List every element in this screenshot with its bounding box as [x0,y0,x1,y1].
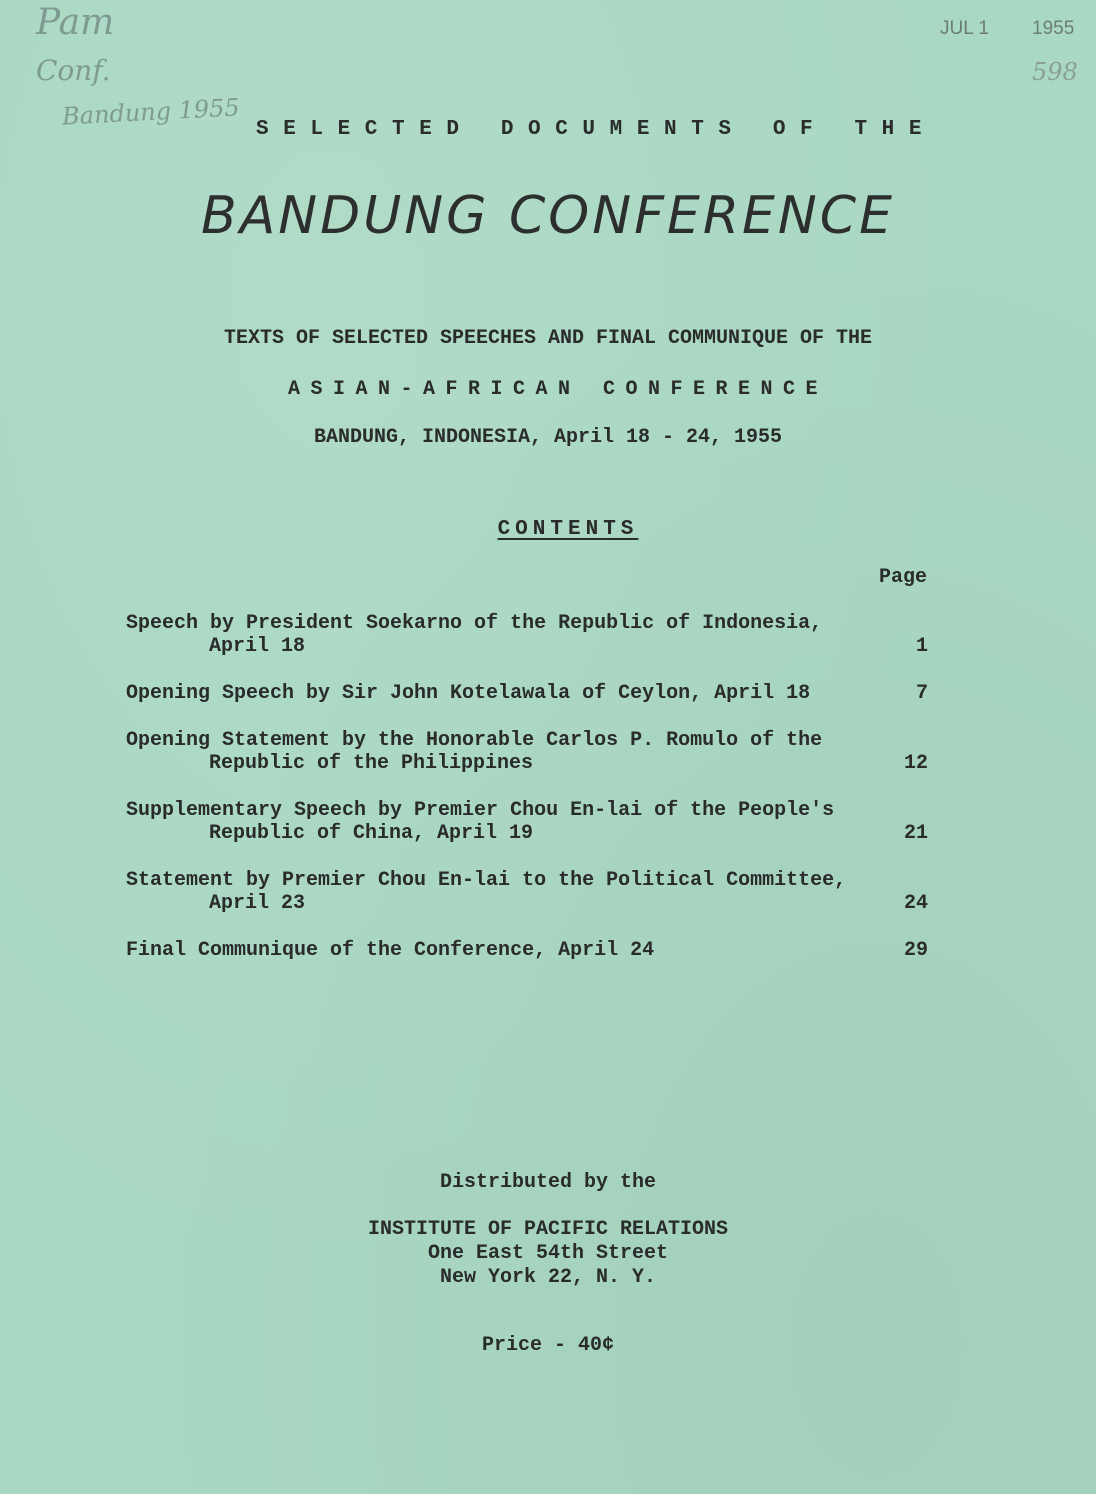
toc-item-page: 1 [915,635,928,658]
selected-documents-heading: SELECTED DOCUMENTS OF THE [256,118,937,141]
subtitle-texts: TEXTS OF SELECTED SPEECHES AND FINAL COMMUNIQUE OF THE [223,327,873,350]
toc-item-page: 7 [915,682,928,705]
toc-item-title: Supplementary Speech by Premier Chou En-lai of the People's [126,799,835,822]
date-stamp-month-day: JUL 1 [940,18,989,39]
toc-item-title: Final Communique of the Conference, April 24 [126,939,655,962]
contents-heading: CONTENTS [497,518,639,541]
toc-item-romulo [126,729,934,775]
handwritten-note-conf: Conf. [36,54,111,87]
toc-item-title: Speech by President Soekarno of the Republic of Indonesia, [126,612,823,635]
toc-item-title-continued: April 18 [209,635,306,658]
handwritten-note-bandung: Bandung 1955 [61,93,241,131]
toc-item-page: 12 [903,752,928,775]
toc-item-title-continued: Republic of China, April 19 [209,822,534,845]
publisher-address-street: One East 54th Street [427,1242,669,1265]
toc-item-page: 21 [903,822,928,845]
price: Price - 40¢ [481,1334,615,1357]
handwritten-catalog-number: 598 [1032,58,1078,86]
publisher-address-city: New York 22, N. Y. [439,1266,657,1289]
table-of-contents [126,612,934,962]
toc-item-title-continued: April 23 [209,892,306,915]
toc-item-chou-statement [126,869,934,915]
page-column-label: Page [879,566,928,589]
publisher-block [0,1218,1096,1290]
toc-item-final-communique [126,939,934,962]
toc-item-title: Opening Statement by the Honorable Carlos P. Romulo of the [126,729,823,752]
subtitle-conference: ASIAN-AFRICAN CONFERENCE [287,378,829,401]
toc-item-page: 29 [903,939,928,962]
date-stamp-year: 1955 [1032,18,1075,39]
publisher-name: INSTITUTE OF PACIFIC RELATIONS [367,1218,729,1241]
toc-item-soekarno [126,612,934,658]
handwritten-note-pam: Pam [36,2,115,43]
toc-item-page: 24 [903,892,928,915]
distributed-by: Distributed by the [439,1171,657,1194]
page-title: BANDUNG CONFERENCE [201,186,895,246]
toc-item-title: Statement by Premier Chou En-lai to the Political Committee, [126,869,847,892]
toc-item-kotelawala [126,682,934,705]
toc-item-title: Opening Speech by Sir John Kotelawala of Ceylon, April 18 [126,682,811,705]
toc-item-title-continued: Republic of the Philippines [209,752,534,775]
subtitle-location-date: BANDUNG, INDONESIA, April 18 - 24, 1955 [313,426,783,449]
toc-item-chou-supplementary [126,799,934,845]
